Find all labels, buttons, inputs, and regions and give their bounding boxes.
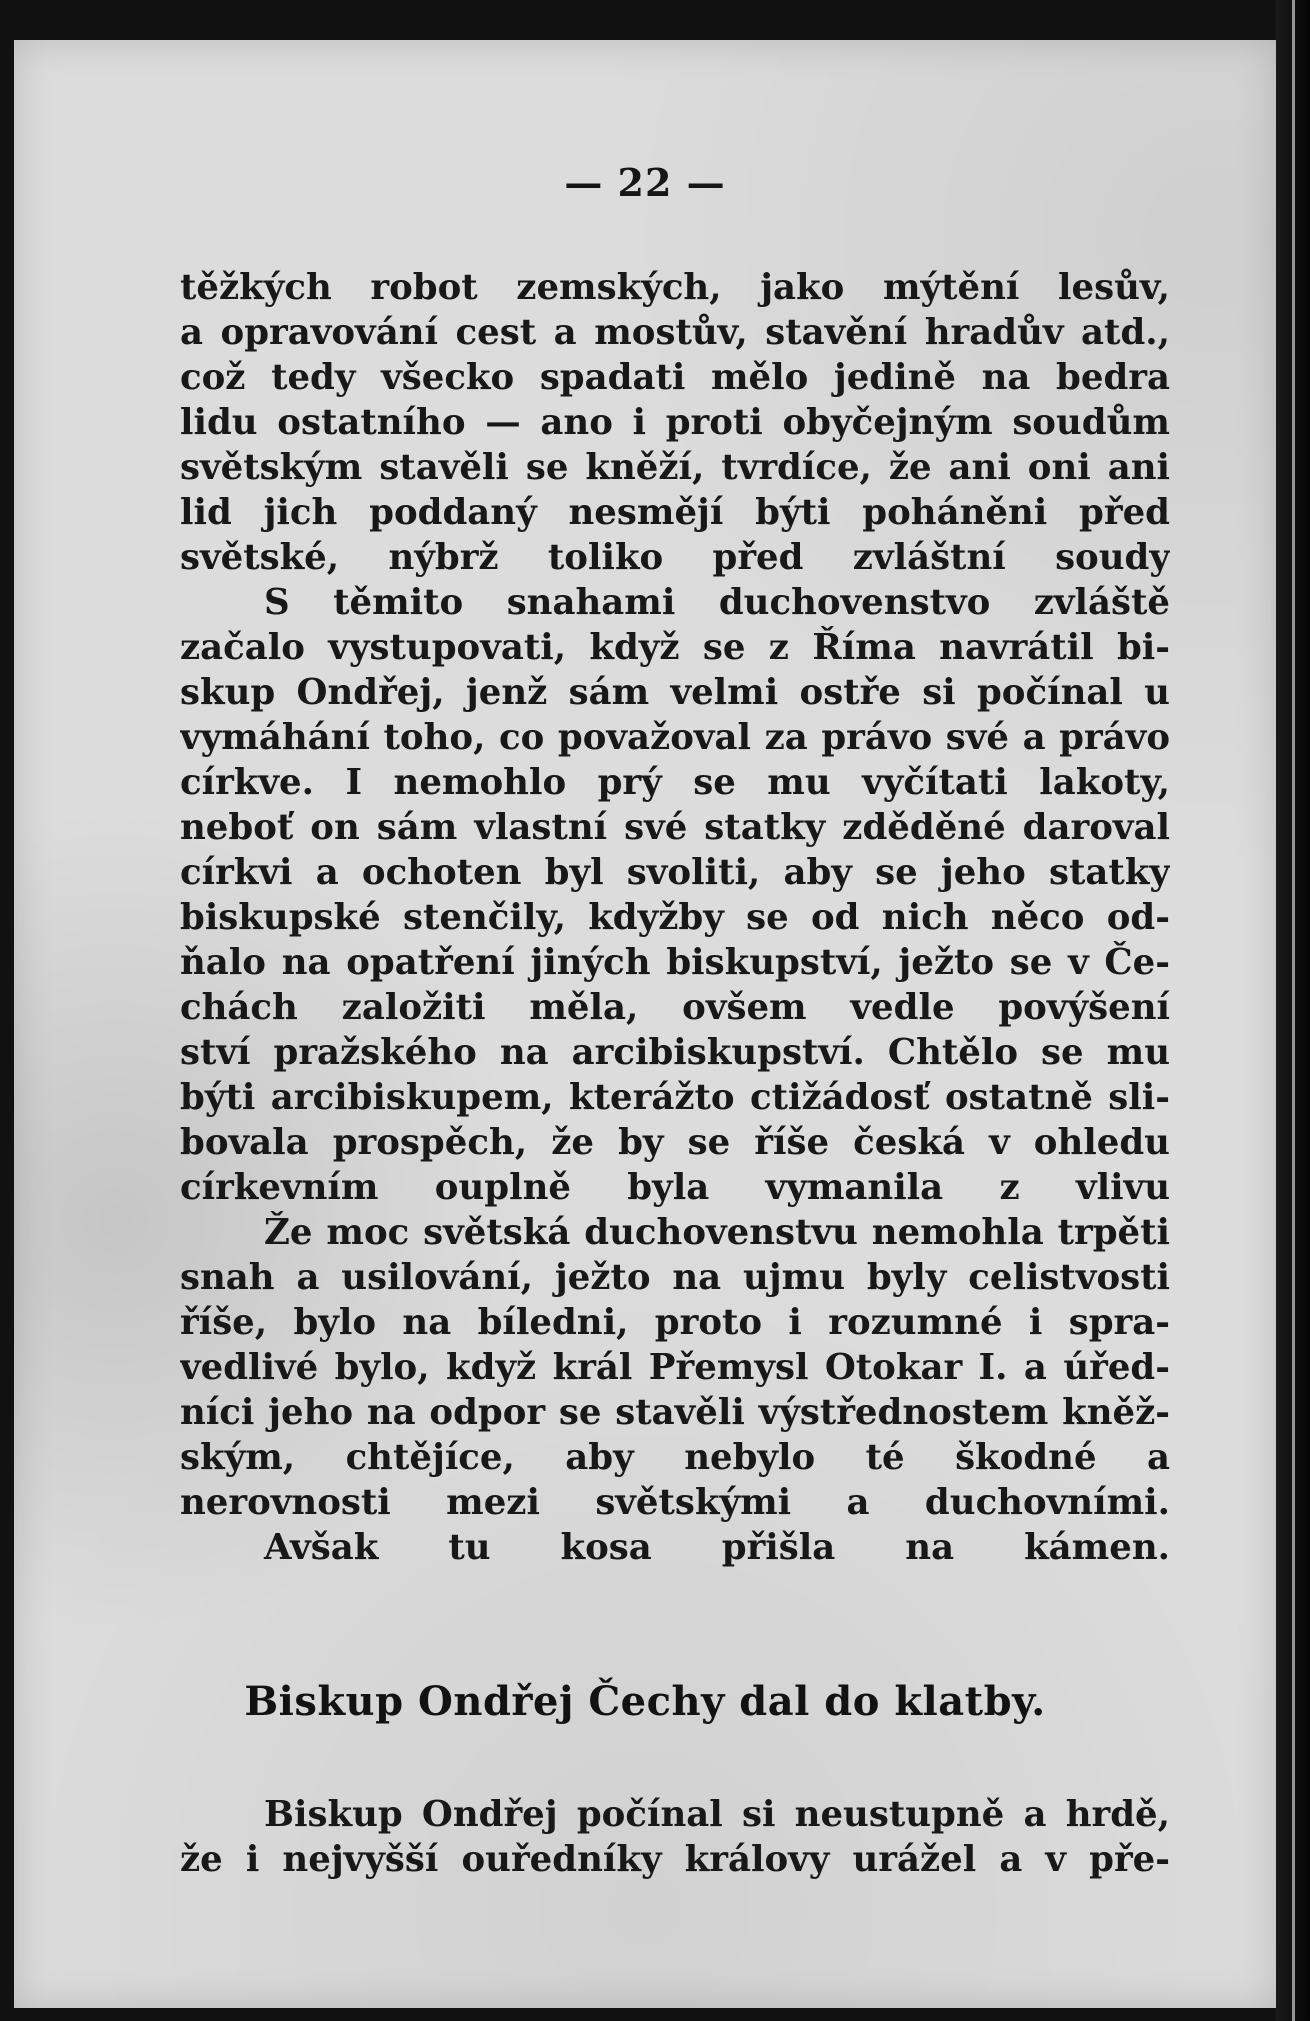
page-number: — 22 — [564,160,726,205]
text-line: církevním ouplně byla vymanila z vlivu [180,1167,1170,1208]
text-line: což tedy všecko spadati mělo jedině na bedra [180,357,1170,398]
text-line: vedlivé bylo, když král Přemysl Otokar I. a úřed- [180,1347,1170,1388]
text-line: ským, chtějíce, aby nebylo té škodné a [180,1437,1170,1478]
text-line: lidu ostatního — ano i proti obyčejným soudům [180,402,1170,443]
paragraph-2 [180,580,1170,1210]
paragraph-5 [180,1792,1170,1882]
text-line: že i nejvyšší ouředníky královy urážel a v pře- [180,1839,1170,1880]
text-line: S těmito snahami duchovenstvo zvláště [264,582,1170,623]
text-line: bovala prospěch, že by se říše česká v ohledu [180,1122,1170,1163]
text-line: a opravování cest a mostův, stavění hradův atd., [180,312,1170,353]
text-line: vymáhání toho, co považoval za právo své a právo [180,717,1170,758]
section-heading: Biskup Ondřej Čechy dal do klatby. [244,1678,1046,1725]
text-line: neboť on sám vlastní své statky zděděné daroval [180,807,1170,848]
paragraph-4 [180,1525,1170,1570]
paragraph-3 [180,1210,1170,1525]
text-line: býti arcibiskupem, kterážto ctižádosť ostatně sli- [180,1077,1170,1118]
text-line: světským stavěli se kněží, tvrdíce, že ani oni ani [180,447,1170,488]
page-body-text [180,265,1170,1570]
book-page [14,40,1276,2008]
text-line: Biskup Ondřej počínal si neustupně a hrdě, [264,1794,1170,1835]
text-line: nerovnosti mezi světskými a duchovními. [180,1482,1170,1523]
text-line: ství pražského na arcibiskupství. Chtělo se mu [180,1032,1170,1073]
text-line: níci jeho na odpor se stavěli výstřednostem kněž- [180,1392,1170,1433]
text-line: biskupské stenčily, kdyžby se od nich něco od- [180,897,1170,938]
text-line: ňalo na opatření jiných biskupství, ježto se v Če- [180,942,1170,983]
text-line: církve. I nemohlo prý se mu vyčítati lakoty, [180,762,1170,803]
text-line: říše, bylo na bíledni, proto i rozumné i spra- [180,1302,1170,1343]
text-line: začalo vystupovati, když se z Říma navrátil bi- [180,627,1170,668]
text-line: církvi a ochoten byl svoliti, aby se jeho statky [180,852,1170,893]
paragraph-1 [180,265,1170,580]
text-line: těžkých robot zemských, jako mýtění lesův, [180,267,1170,308]
text-line: lid jich poddaný nesmějí býti poháněni před [180,492,1170,533]
text-line: Že moc světská duchovenstvu nemohla trpěti [264,1212,1170,1253]
text-line: snah a usilování, ježto na ujmu byly celistvosti [180,1257,1170,1298]
scan-edge-line [1292,0,1295,2021]
text-line: chách založiti měla, ovšem vedle povýšení [180,987,1170,1028]
text-line: světské, nýbrž toliko před zvláštní soudy [180,537,1170,578]
text-line: Avšak tu kosa přišla na kámen. [264,1527,1170,1568]
text-line: skup Ondřej, jenž sám velmi ostře si počínal u [180,672,1170,713]
